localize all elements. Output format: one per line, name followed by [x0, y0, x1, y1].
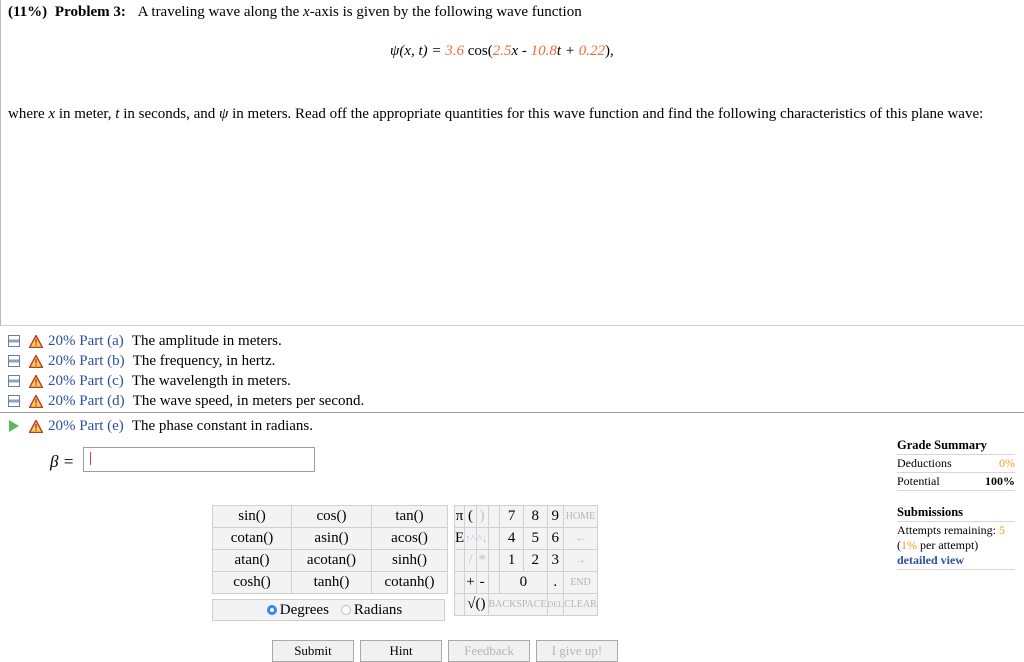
warning-icon: [29, 395, 43, 408]
feedback-button[interactable]: Feedback: [448, 640, 530, 662]
acos-key[interactable]: acos(): [372, 528, 448, 550]
angle-mode: [212, 599, 445, 621]
key-5[interactable]: 5: [523, 528, 547, 550]
deductions-value: 0%: [999, 456, 1015, 470]
per-attempt-pct: 1%: [901, 538, 917, 552]
part-c-weight[interactable]: 20% Part (c): [48, 372, 124, 389]
tanh-key[interactable]: tanh(): [292, 572, 372, 594]
problem-description: where x in meter, t in seconds, and ψ in meters. Read off the appropriate quantities for this wave function and find the following characteristics of this plane wave:: [8, 106, 984, 122]
e-key[interactable]: E: [455, 528, 465, 550]
rparen-key[interactable]: ): [476, 506, 488, 528]
warning-icon: [29, 420, 43, 433]
part-b-row[interactable]: [8, 351, 275, 371]
potential-value: 100%: [985, 474, 1015, 488]
expand-arrow-icon[interactable]: [9, 420, 19, 432]
home-key[interactable]: HOME: [564, 506, 598, 528]
minus-key[interactable]: -: [476, 572, 488, 594]
sin-key[interactable]: sin(): [213, 506, 292, 528]
hint-button[interactable]: Hint: [360, 640, 442, 662]
part-c-row[interactable]: [8, 371, 291, 391]
submissions-title: Submissions: [897, 505, 964, 519]
part-e-row[interactable]: [8, 416, 313, 436]
part-c-text: The wavelength in meters.: [131, 372, 291, 389]
part-e-weight[interactable]: 20% Part (e): [48, 417, 124, 434]
submit-button[interactable]: Submit: [272, 640, 354, 662]
grade-summary: Grade Summary Deductions 0% Potential 100% Submissions Attempts remaining: 5 (1% per attempt) detailed view: [897, 438, 1015, 571]
key-7[interactable]: 7: [500, 506, 524, 528]
plus-key[interactable]: +: [465, 572, 477, 594]
warning-icon: [29, 335, 43, 348]
pi-key[interactable]: π: [455, 506, 465, 528]
cotan-key[interactable]: cotan(): [213, 528, 292, 550]
key-9[interactable]: 9: [547, 506, 564, 528]
potential-label: Potential: [897, 474, 940, 488]
multiply-key[interactable]: *: [476, 550, 488, 572]
right-arrow-key[interactable]: →: [564, 550, 598, 572]
attempts-value: 5: [998, 523, 1005, 537]
divider: [0, 412, 1024, 413]
part-d-text: The wave speed, in meters per second.: [132, 392, 365, 409]
left-arrow-key[interactable]: ←: [564, 528, 598, 550]
dot-key[interactable]: .: [547, 572, 564, 594]
del-key[interactable]: DEL: [547, 594, 564, 616]
spacer: [488, 506, 500, 528]
wavenumber-value: 2.5: [492, 43, 512, 59]
divide-key[interactable]: /: [465, 550, 477, 572]
part-d-weight[interactable]: 20% Part (d): [48, 392, 125, 409]
deductions-label: Deductions: [897, 456, 952, 470]
degrees-radio[interactable]: [267, 605, 277, 615]
part-a-weight[interactable]: 20% Part (a): [48, 332, 124, 349]
problem-statement: A traveling wave along the x-axis is given by the following wave function: [137, 4, 582, 20]
answer-label: β =: [50, 452, 75, 471]
collapse-icon[interactable]: [8, 355, 20, 367]
acotan-key[interactable]: acotan(): [292, 550, 372, 572]
asin-key[interactable]: asin(): [292, 528, 372, 550]
key-1[interactable]: 1: [500, 550, 524, 572]
problem-header: [8, 4, 582, 21]
lparen-key[interactable]: (: [465, 506, 477, 528]
collapse-icon[interactable]: [8, 335, 20, 347]
key-3[interactable]: 3: [547, 550, 564, 572]
power-down-key[interactable]: ^↓: [476, 528, 488, 550]
phase-value: 0.22: [578, 43, 605, 59]
problem-weight: (11%): [8, 4, 48, 20]
function-keys: [212, 505, 448, 594]
answer-input[interactable]: |: [83, 447, 315, 472]
give-up-button[interactable]: I give up!: [536, 640, 618, 662]
wave-equation: ψ(x, t) = 3.6 cos(2.5x - 10.8t + 0.22),: [390, 43, 614, 59]
power-up-key[interactable]: ↑^: [465, 528, 477, 550]
part-a-text: The amplitude in meters.: [131, 332, 282, 349]
radians-radio[interactable]: [341, 605, 351, 615]
end-key[interactable]: END: [564, 572, 598, 594]
detailed-view-link[interactable]: detailed view: [897, 553, 964, 567]
tan-key[interactable]: tan(): [372, 506, 448, 528]
part-d-row[interactable]: [8, 391, 364, 411]
radians-label[interactable]: Radians: [353, 601, 403, 618]
clear-key[interactable]: CLEAR: [564, 594, 598, 616]
key-0[interactable]: 0: [500, 572, 547, 594]
key-2[interactable]: 2: [523, 550, 547, 572]
key-8[interactable]: 8: [523, 506, 547, 528]
keypad: [454, 505, 598, 616]
atan-key[interactable]: atan(): [213, 550, 292, 572]
sqrt-key[interactable]: √(): [465, 594, 488, 616]
key-6[interactable]: 6: [547, 528, 564, 550]
problem-title: Problem 3:: [54, 4, 126, 20]
part-b-weight[interactable]: 20% Part (b): [48, 352, 125, 369]
sinh-key[interactable]: sinh(): [372, 550, 448, 572]
part-a-row[interactable]: [8, 331, 282, 351]
grade-summary-title: Grade Summary: [897, 438, 987, 452]
cotanh-key[interactable]: cotanh(): [372, 572, 448, 594]
cos-key[interactable]: cos(): [292, 506, 372, 528]
degrees-label[interactable]: Degrees: [279, 601, 329, 618]
key-4[interactable]: 4: [500, 528, 524, 550]
collapse-icon[interactable]: [8, 395, 20, 407]
part-b-text: The frequency, in hertz.: [132, 352, 276, 369]
cosh-key[interactable]: cosh(): [213, 572, 292, 594]
backspace-key[interactable]: BACKSPACE: [488, 594, 547, 616]
warning-icon: [29, 355, 43, 368]
calculator: [212, 505, 597, 618]
amplitude-value: 3.6: [445, 43, 465, 59]
part-e-text: The phase constant in radians.: [131, 417, 314, 434]
attempts-label: Attempts remaining:: [897, 523, 996, 537]
collapse-icon[interactable]: [8, 375, 20, 387]
warning-icon: [29, 375, 43, 388]
omega-value: 10.8: [530, 43, 557, 59]
